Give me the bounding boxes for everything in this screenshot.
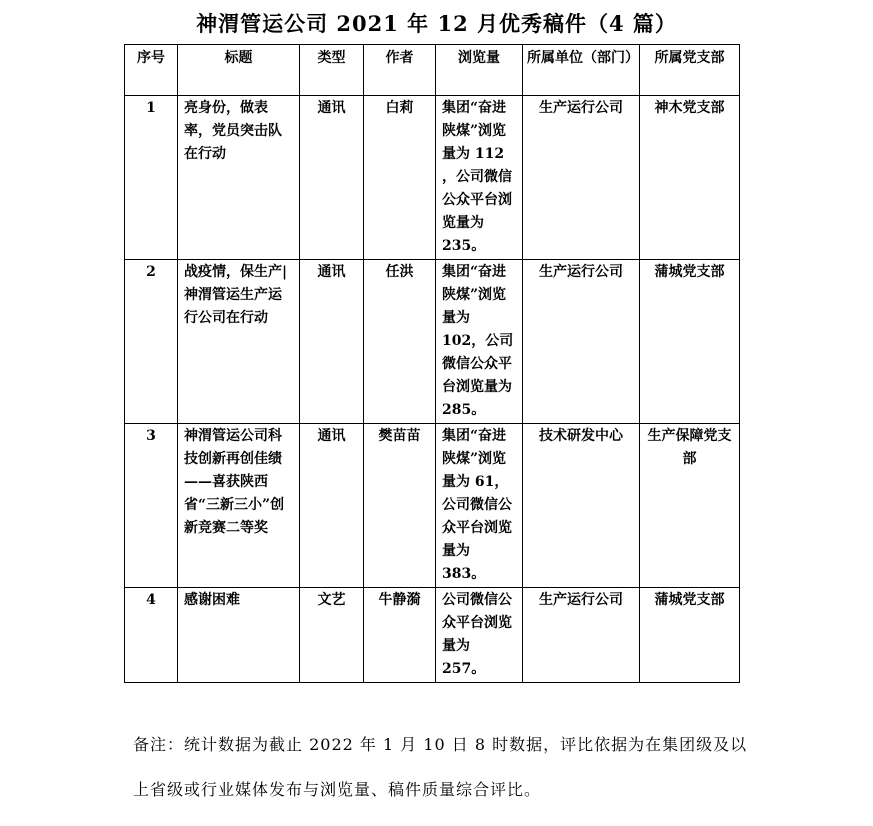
col-header-views: 浏览量: [436, 45, 523, 96]
cell-type: 通讯: [300, 260, 364, 424]
cell-no: 2: [125, 260, 178, 424]
cell-type: 通讯: [300, 424, 364, 588]
col-header-author: 作者: [364, 45, 436, 96]
cell-title: 战疫情，保生产|神渭管运生产运行公司在行动: [178, 260, 300, 424]
cell-author: 牛静漪: [364, 588, 436, 683]
cell-type: 通讯: [300, 96, 364, 260]
cell-views: 公司微信公众平台浏览量为 257。: [436, 588, 523, 683]
cell-branch: 蒲城党支部: [640, 588, 740, 683]
articles-table: [124, 44, 740, 683]
cell-no: 3: [125, 424, 178, 588]
cell-views: 集团“奋进陕煤”浏览量为 102，公司微信公众平台浏览量为 285。: [436, 260, 523, 424]
cell-title: 感谢困难: [178, 588, 300, 683]
col-header-no: 序号: [125, 45, 178, 96]
table-row: [125, 424, 740, 588]
cell-author: 任洪: [364, 260, 436, 424]
footnote: 备注：统计数据为截止 2022 年 1 月 10 日 8 时数据，评比依据为在集团级及以上省级或行业媒体发布与浏览量、稿件质量综合评比。: [133, 735, 748, 799]
cell-unit: 技术研发中心: [523, 424, 640, 588]
cell-unit: 生产运行公司: [523, 260, 640, 424]
col-header-branch: 所属党支部: [640, 45, 740, 96]
cell-branch: 生产保障党支部: [640, 424, 740, 588]
cell-no: 1: [125, 96, 178, 260]
col-header-type: 类型: [300, 45, 364, 96]
table-row: [125, 96, 740, 260]
cell-unit: 生产运行公司: [523, 96, 640, 260]
cell-views: 集团“奋进陕煤”浏览量为 112 ，公司微信公众平台浏览量为 235。: [436, 96, 523, 260]
cell-author: 樊苗苗: [364, 424, 436, 588]
cell-unit: 生产运行公司: [523, 588, 640, 683]
page-title: 神渭管运公司 2021 年 12 月优秀稿件（4 篇）: [196, 11, 677, 36]
table-header-row: [125, 45, 740, 96]
cell-author: 白莉: [364, 96, 436, 260]
cell-branch: 蒲城党支部: [640, 260, 740, 424]
cell-views: 集团“奋进陕煤”浏览量为 61，公司微信公众平台浏览量为 383。: [436, 424, 523, 588]
table-row: [125, 588, 740, 683]
col-header-unit: 所属单位（部门）: [523, 45, 640, 96]
cell-title: 神渭管运公司科技创新再创佳绩——喜获陕西省“三新三小”创新竞赛二等奖: [178, 424, 300, 588]
table-row: [125, 260, 740, 424]
col-header-title: 标题: [178, 45, 300, 96]
cell-type: 文艺: [300, 588, 364, 683]
cell-no: 4: [125, 588, 178, 683]
cell-branch: 神木党支部: [640, 96, 740, 260]
cell-title: 亮身份，做表率，党员突击队在行动: [178, 96, 300, 260]
